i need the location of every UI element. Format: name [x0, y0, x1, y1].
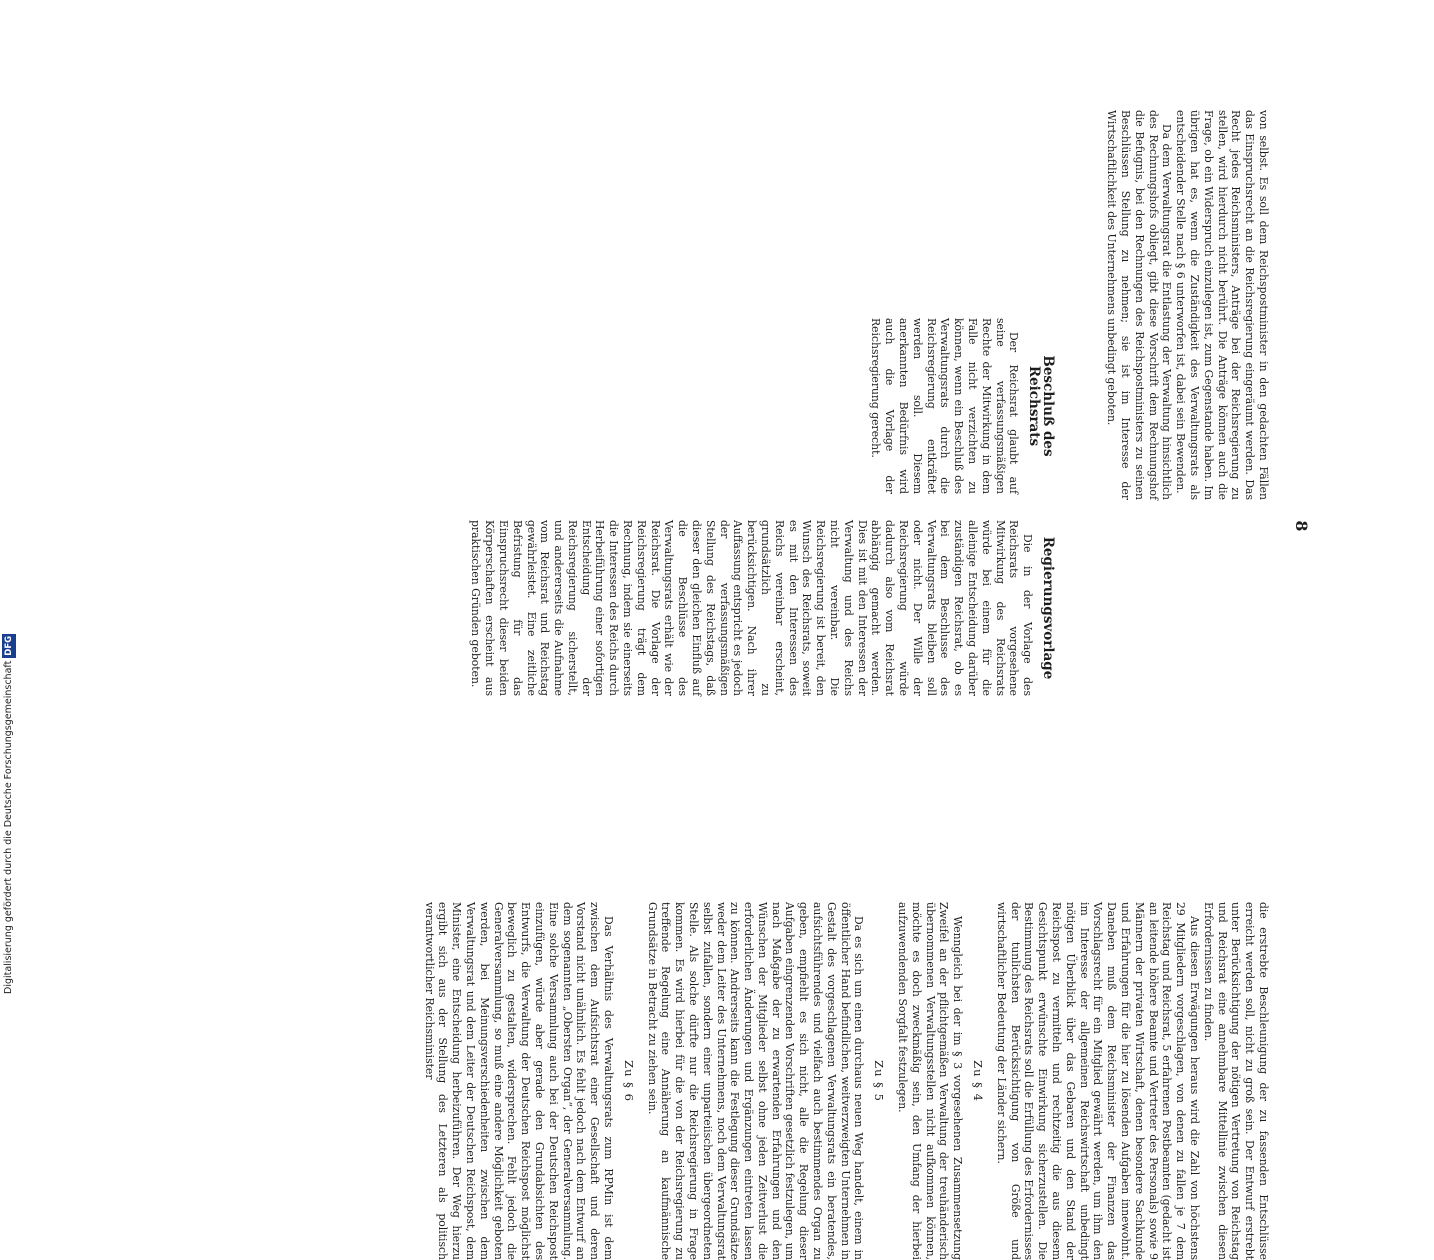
digitization-credit [2, 594, 16, 994]
paragraph: Da dem Verwaltungsrat die Entlastung der Verwaltung hinsichtlich des Rechnungshofs obliegt, gibt diese Vorschrift dem Rechnungshof die Befugnis, bei den Rechnungen des Reichspostministers zu seinen Beschlüssen Stellung zu nehmen; sie ist im Interesse der Wirtschaftlichkeit des Unternehmens unbedingt geboten. [1105, 110, 1174, 500]
paragraph: Die in der Vorlage des Reichsrats vorgesehene Mitwirkung des Reichsrats würde bei einem für die alleinige Entscheidung darüber zuständigen Reichsrat, ob es bei dem Beschlusse des Verwaltungsrats bleiben soll oder nicht. Der Wille der Reichsregierung würde dadurch also vom Reichsrat abhängig gemacht werden. Dies ist mit den Interessen der Verwaltung und des Reichs nicht vereinbar. Die Reichsregierung ist bereit, den Wunsch des Reichsrats, soweit es mit den Interessen des Reichs vereinbar erscheint, grundsätzlich zu berücksichtigen. Nach ihrer Auffassung entspricht es jedoch der verfassungsmäßigen Stellung des Reichstags, daß dieser den gleichen Einfluß auf die Beschlüsse des Verwaltungsrats erhält wie der Reichsrat. Die Vorlage der Reichsregierung trägt dem Rechnung, indem sie einerseits die Interessen des Reichs durch Herbeiführung einer sofortigen Entscheidung der Reichsregierung sicherstellt, und andererseits die Aufnahme vom Reichsrat und Reichstag gewährleistet. Eine zeitliche Befristung für das Einspruchsrecht dieser beiden Körperschaften erscheint aus praktischen Gründen geboten. [469, 520, 1035, 696]
heading-beschluss-reichsrat: Beschluß des Reichsrats [1026, 355, 1056, 457]
section-heading: Zu § 4 [971, 1060, 986, 1102]
credit-text: Digitalisierung gefördert durch die Deutsche Forschungsgemeinschaft [3, 660, 14, 994]
section-heading: Zu § 6 [621, 1060, 636, 1102]
dfg-logo: DFG [4, 635, 14, 656]
right-column [422, 902, 1270, 1260]
paragraph: Der Reichsrat glaubt auf seine verfassungsmäßigen Rechte der Mitwirkung in dem Falle nicht verzichten zu können, wenn ein Beschluß des Verwaltungsrats durch die Reichsregierung entkräftet werden soll. Diesem anerkannten Bedürfnis wird auch die Vorlage der Reichsregierung gerecht. [869, 318, 1021, 494]
heading-regierungsvorlage: Regierungsvorlage [1040, 536, 1056, 680]
left-column [1104, 110, 1270, 500]
paragraph: Wenngleich bei der im § 3 vorgesehenen Zusammensetzung Zweifel an der pflichtgemäßen Verwaltung der treuhänderisch übernommenen Verwaltungsstellen nicht aufkommen können, möchte es doch zweckmäßig sein, den Umfang der hierbei aufzuwendenden Sorgfalt festzulegen. [896, 902, 965, 1260]
rotated-page [150, 110, 1311, 1260]
regierungsvorlage-column [469, 520, 1060, 696]
paragraph: Das Verhältnis des Verwaltungsrats zum RPMin ist dem zwischen dem Aufsichtsrat einer Gesellschaft und deren Vorstand nicht unähnlich. Es fehlt jedoch nach dem Entwurf an dem sogenannten „Obersten Organ“, der Generalversammlung. Eine solche Versammlung auch bei der Deutschen Reichspost einzufügen, würde aber gerade den Grundabsichten des Entwurfs, die Verwaltung der Deutschen Reichspost möglichst beweglich zu gestalten, widersprechen. Fehlt jedoch die Generalversammlung, so muß eine andere Möglichkeit geboten werden, bei Meinungsverschiedenheiten zwischen dem Verwaltungsrat und dem Leiter der Deutschen Reichspost, dem Minister, eine Entscheidung herbeizuführen. Der Weg hierzu ergibt sich aus der Stellung des Letzteren als politisch verantwortlicher Reichsminister [422, 902, 615, 1260]
paragraph: Aus diesen Erwägungen heraus wird die Zahl von höchstens 29 Mitgliedern vorgeschlagen, von denen zu fallen je 7 dem Reichstag und Reichsrat, 5 erfahrenen Postbeamten (gedacht ist an leitende höhere Beamte und Vertreter des Personals) sowie 9 Männern der privaten Wirtschaft, denen besondere Sachkunde und Erfahrungen für die hier zu lösenden Aufgaben innewohnt. Daneben muß dem Reichsminister der Finanzen das Vorschlagsrecht für ein Mitglied gewährt werden, um ihm den im Interesse der allgemeinen Reichswirtschaft unbedingt nötigen Überblick über das Gebaren und den Stand der Reichspost zu vermitteln und rechtzeitig die aus diesem Gesichtspunkt erwünschte Einwirkung sicherzustellen. Die Bestimmung des Reichsrats soll die Erfüllung des Erfordernisses der tunlichsten Berücksichtigung von Größe und wirtschaftlicher Bedeutung der Länder sichern. [994, 902, 1202, 1260]
paragraph: die erstrebte Beschleunigung der zu fassenden Entschlüsse erreicht werden soll, nicht zu groß sein. Der Entwurf erstrebt unter Berücksichtigung der nötigen Vertretung von Reichstag und Reichsrat eine annehmbare Mittellinie zwischen diesen Erfordernissen zu finden. [1201, 902, 1270, 1260]
paragraph: Da es sich um einen durchaus neuen Weg handelt, einem in öffentlicher Hand befindlichen, weitverzweigten Unternehmen in Gestalt des vorgeschlagenen Verwaltungsrats ein beratendes, aufsichtsführendes und vielfach auch bestimmendes Organ zu geben, empfiehlt es sich nicht, alle die Regelung dieser Aufgaben eingrenzenden Vorschriften gesetzlich festzulegen, um nach Maßgabe der zu erwartenden Erfahrungen und den Wünschen der Mitglieder selbst ohne jeden Zeitverlust die erforderlichen Änderungen und Ergänzungen eintreten lassen zu können. Andrerseits kann die Festlegung dieser Grundsätze weder dem Leiter des Unternehmens, noch dem Verwaltungsrat selbst zufallen, sondern einer unparteiischen übergeordneten Stelle. Als solche dürfte nur die Reichsregierung in Frage kommen. Es wird hierbei für die von der Reichsregierung zu treffende Regelung eine Annäherung an kaufmännische Grundsätze in Betracht zu ziehen sein. [645, 902, 866, 1260]
paragraph: von selbst. Es soll dem Reichspostminister in den gedachten Fällen das Einspruchsrecht an die Reichsregierung eingeräumt werden. Das Recht jedes Reichsministers, Anträge bei der Reichsregierung zu stellen, wird hierdurch nicht berührt. Die Anträge können auch die Frage, ob ein Widerspruch einzulegen ist, zum Gegenstande haben. Im übrigen hat es, wenn die Zuständigkeit des Verwaltungsrats als entscheidender Stelle nach § 6 unterworfen ist, dabei sein Bewenden. [1174, 110, 1270, 500]
page-number: 8 [1292, 520, 1311, 532]
reichsrat-column [869, 318, 1060, 494]
section-heading: Zu § 5 [872, 1060, 887, 1102]
